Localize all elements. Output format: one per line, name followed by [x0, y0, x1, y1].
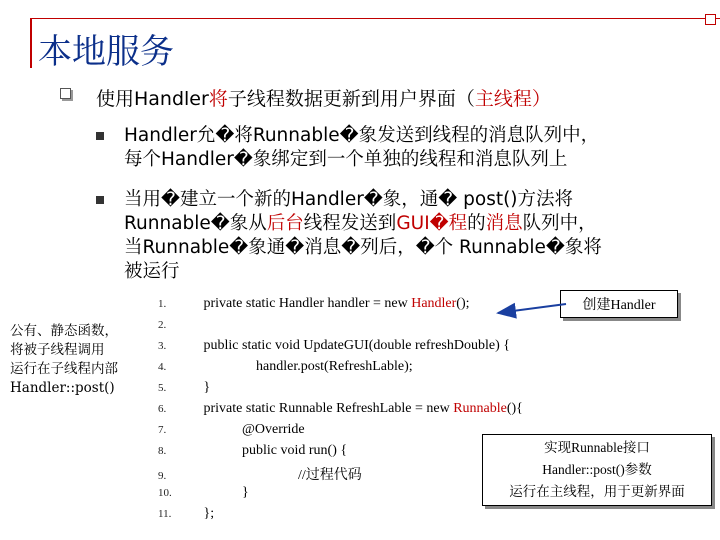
code-text: }; [186, 506, 215, 521]
code-keyword-red: Handler [411, 296, 457, 311]
code-tail: (){ [506, 401, 523, 416]
side-note-line: 将被子线程调用 [10, 342, 105, 358]
code-text: } [186, 380, 211, 395]
sub2-line3: 当Runnable�象通�消息�列后，�个 Runnable�象将 [124, 237, 602, 258]
sub1-line1: Handler允�将Runnable�象发送到线程的消息队列中， [124, 125, 600, 146]
sub2-line2-msg: 消息 [485, 213, 523, 234]
code-text: } [186, 485, 249, 500]
callout-create-handler: 创建Handler [560, 290, 678, 318]
sub2-line2c: 的 [467, 213, 486, 234]
code-text: private static Runnable RefreshLable = new [186, 401, 454, 416]
callout-runnable-line: 运行在主线程，用于更新界面 [509, 484, 685, 499]
sub2-line2d: 队列中， [522, 213, 597, 234]
callout-runnable-line: Handler::post()参数 [542, 462, 652, 477]
line-number: 7. [158, 424, 167, 436]
main-bullet-middle: 子线程数据更新到用户界面（ [227, 88, 475, 110]
main-bullet-suffix: ） [531, 88, 551, 110]
callout-runnable-line: 实现Runnable接口 [544, 440, 650, 455]
sub2-line2b: 线程发送到 [303, 213, 397, 234]
arrow-to-handler-icon [498, 304, 566, 313]
sub2-line2-red: 后台 [266, 213, 304, 234]
code-text: public static void UpdateGUI(double refreshDouble) { [186, 338, 510, 353]
sub2-line4: 被运行 [124, 261, 180, 282]
side-note-line: Handler::post() [10, 380, 115, 396]
line-number: 10. [158, 487, 172, 499]
line-number: 2. [158, 319, 167, 331]
code-text: public void run() { [186, 443, 348, 458]
code-keyword-red: Runnable [453, 401, 507, 416]
line-number: 11. [158, 508, 172, 520]
line-number: 4. [158, 361, 167, 373]
line-number: 3. [158, 340, 167, 352]
main-bullet-prefix: 使用Handler [96, 88, 209, 110]
line-number: 1. [158, 298, 167, 310]
sub1-line2: 每个Handler�象绑定到一个单独的线程和消息队列上 [124, 149, 568, 170]
code-tail: (); [456, 296, 470, 311]
code-text: handler.post(RefreshLable); [186, 359, 413, 374]
line-number: 6. [158, 403, 167, 415]
line-number: 5. [158, 382, 167, 394]
side-note-line: 运行在子线程内部 [10, 361, 118, 377]
code-text: private static Handler handler = new [186, 296, 412, 311]
sub2-line2-gui: GUI�程 [396, 213, 468, 234]
main-bullet-accent: 主线程 [474, 88, 532, 110]
sub2-line1: 当用�建立一个新的Handler�象，通� post()方法将 [124, 189, 574, 210]
sub2-line2a: Runnable�象从 [124, 213, 267, 234]
code-text: @Override [186, 422, 305, 437]
code-text: //过程代码 [186, 468, 362, 483]
main-bullet-highlight: 将 [208, 88, 228, 110]
line-number: 8. [158, 445, 167, 457]
line-number: 9. [158, 470, 167, 482]
side-note-line: 公有、静态函数， [10, 323, 118, 339]
slide-title: 本地服务 [38, 32, 174, 72]
